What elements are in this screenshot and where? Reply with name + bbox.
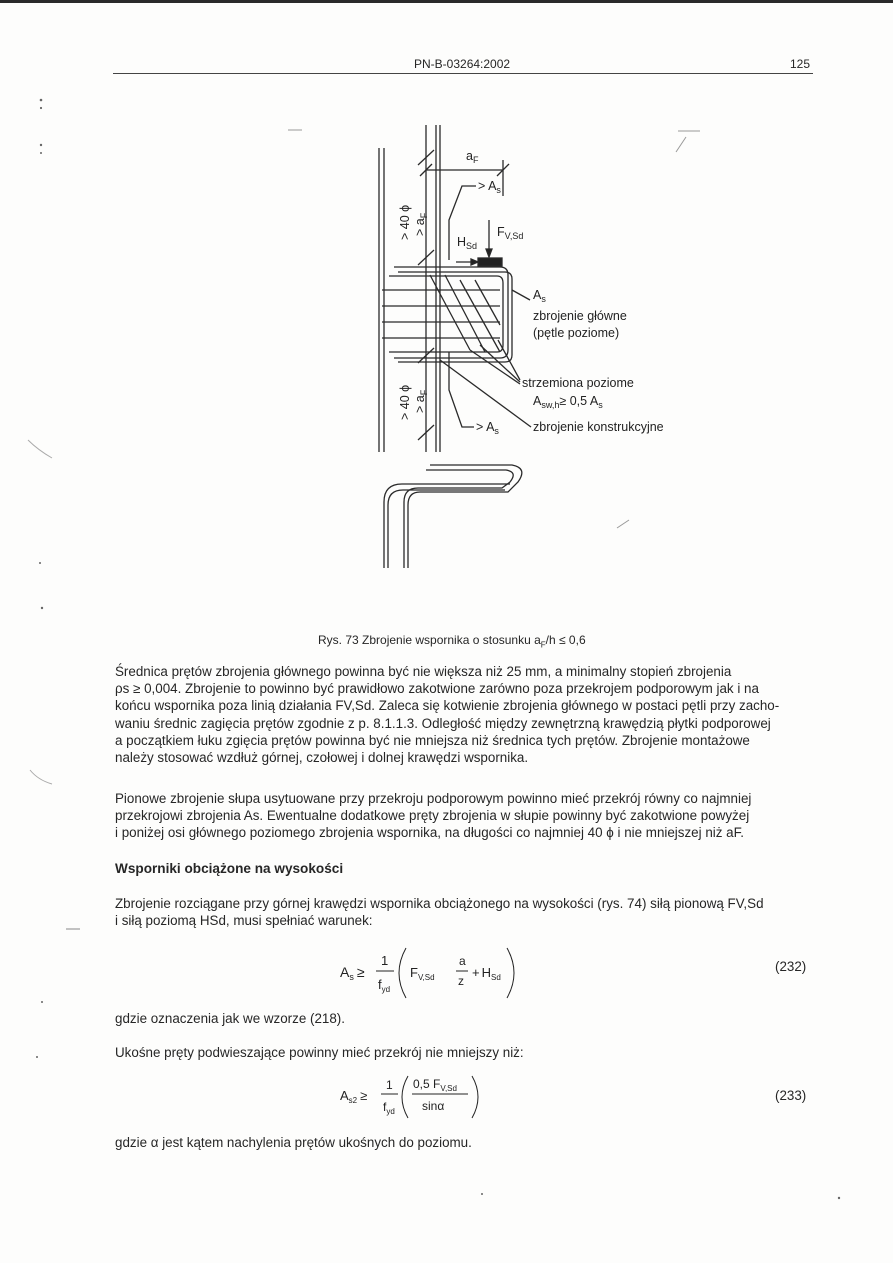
running-header-standard: PN-B-03264:2002 [414, 57, 511, 71]
svg-text:As: $A_s$ [533, 288, 546, 304]
svg-text:zbrojenie konstrukcyjne: zbrojenie konstrukcyjne [533, 420, 664, 434]
svg-text:Asw,h≥ 0,5 As: $A_{sw,h}\ge 0,5$ $A_s$ [533, 394, 603, 410]
svg-text:zbrojenie główne: zbrojenie główne [533, 309, 627, 323]
text-after-233: gdzie α jest kątem nachylenia prętów ukośnych do poziomu. [115, 1135, 472, 1150]
paragraph-tension-reinforcement: Zbrojenie rozciągane przy górnej krawędzi wspornika obciążonego na wysokości (rys. 74) siłą pionową FV,Sd i siłą poziomą HSd, musi spełniać warunek: [115, 896, 764, 929]
paragraph-column-reinforcement: Pionowe zbrojenie słupa usytuowane przy przekroju podporowym powinno mieć przekrój równy co najmniej przekrojowi zbrojenia As. Ewentualne dodatkowe pręty zbrojenia w słupie powinny być zakotwione powyżej i poniżej osi głównego poziomego zbrojenia wspornika, na długości co najmniej 40 ϕ i nie mniejszej niż aF. [115, 791, 752, 841]
figure-caption: Rys. 73 Zbrojenie wspornika o stosunku $a_F/h \le 0,6$ [318, 633, 586, 650]
svg-text:FV,Sd: $F_{V,Sd}$ [497, 225, 524, 241]
svg-text:fyd: $f_{yd}$ [383, 1100, 395, 1116]
svg-text:FV,Sd: $F_{V,Sd}$ [410, 965, 435, 982]
svg-text:sinα: sinα [422, 1099, 445, 1113]
section-heading: Wsporniki obciążone na wysokości [115, 861, 344, 876]
equation-number-232: (232) [775, 959, 807, 974]
paragraph-main-reinforcement: Średnica prętów zbrojenia głównego powinna być nie większa niż 25 mm, a minimalny stopień zbrojenia ρs ≥ 0,004. Zbrojenie to powinno być prawidłowo zakotwione zarówno poza przekrojem podporowym jak i na końcu wspornika poza linią działania FV,Sd. Zaleca się kotwienie zbrojenia głównego w postaci pętli przy zacho- waniu średnic zagięcia prętów zgodnie z p. 8.1.1.3. Odległość między zewnętrzną krawędzią płytki podporowej a początkiem łuku zgięcia prętów powinna być nie mniejsza niż średnica tych prętów. Zbrojenie montażowe należy stosować wzdłuż górnej, czołowej i dolnej krawędzi wspornika. [115, 664, 780, 766]
svg-text:As2≥: $A_{s2}$ ≥ [340, 1088, 368, 1105]
svg-text:> aF: > $a_F$ [413, 389, 429, 413]
svg-text:1: 1 [386, 1078, 393, 1092]
svg-text:0,5 FV,Sd: 0,5 $F_{V,Sd}$ [413, 1077, 457, 1093]
svg-text:aF: $a_F$ [466, 149, 479, 165]
svg-text:As≥: $A_s$ ≥ [340, 964, 365, 982]
equation-number-233: (233) [775, 1088, 807, 1103]
svg-text:HSd: $H_{Sd}$ [457, 235, 478, 251]
text-before-233: Ukośne pręty podwieszające powinny mieć przekrój nie mniejszy niż: [115, 1045, 524, 1060]
page-number: 125 [790, 57, 811, 71]
svg-text:+HSd: + $H_{Sd}$ [472, 965, 501, 982]
svg-text:> 40 ϕ: > 40 ϕ [398, 384, 412, 420]
equation-232 [330, 940, 520, 1006]
svg-text:> aF: > $a_F$ [413, 212, 429, 236]
equation-233 [338, 1072, 488, 1124]
text-after-232: gdzie oznaczenia jak we wzorze (218). [115, 1011, 345, 1026]
svg-text:z: z [458, 974, 464, 988]
svg-text:(pętle poziome): (pętle poziome) [533, 326, 620, 340]
svg-text:> As: > $A_s$ [478, 179, 501, 195]
svg-text:1: 1 [381, 953, 389, 968]
svg-text:> As: > $A_s$ [476, 420, 499, 436]
svg-text:strzemiona poziome: strzemiona poziome [522, 376, 634, 390]
svg-text:a: a [459, 954, 466, 968]
svg-text:> 40 ϕ: > 40 ϕ [398, 204, 412, 240]
svg-text:fyd: $f_{yd}$ [378, 977, 391, 994]
